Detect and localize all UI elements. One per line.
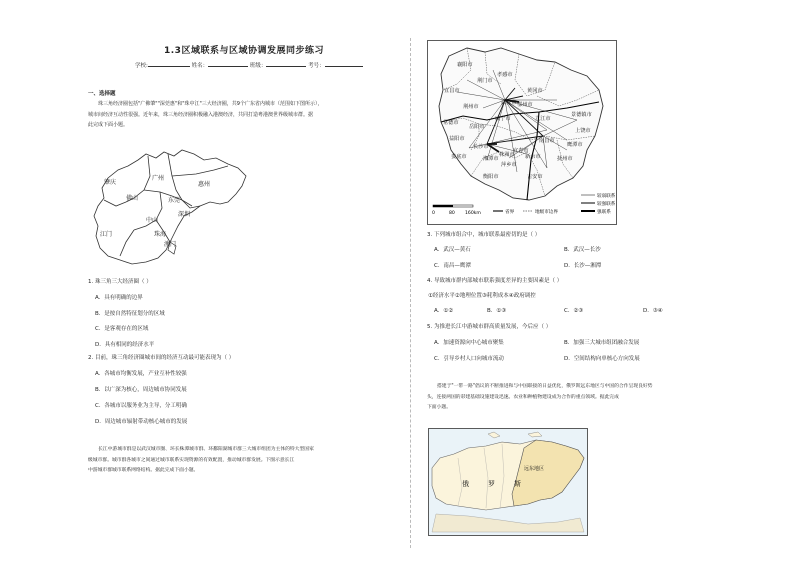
city-label: 宜昌市	[444, 88, 460, 94]
legend-label: 省界	[505, 210, 515, 215]
legend-label: 较弱联系	[597, 194, 616, 199]
city-label: 中山	[146, 217, 159, 224]
passage-3-line: 头，连接两国的彩建基础设施建设迅速。农业和种植物建设成为合作的重点领域。据此完成	[427, 394, 619, 400]
city-label: 孝感市	[497, 72, 513, 78]
city-label: 南昌市	[539, 138, 555, 144]
country-label: 斯	[514, 480, 521, 488]
legend-label: 强联系	[597, 210, 611, 215]
scale-label: 80	[449, 211, 455, 216]
question-4-option-b[interactable]: B．①③	[487, 308, 507, 314]
question-3-option-d[interactable]: D．长沙—湘潭	[564, 263, 602, 269]
legend-label: 地级市边界	[535, 210, 558, 215]
legend-label: 较强联系	[597, 202, 616, 207]
question-2-stem: 2. 目前，珠三角经济圈城市间的经济互动最可能表现为（ ）	[88, 355, 235, 361]
city-label: 襄阳市	[457, 62, 473, 68]
column-divider	[410, 38, 411, 548]
passage-1-line: 珠三角经济圈包括"广佛肇""深莞惠"和"珠中江"三大经济圈，共9个广东省内城市（范围如下图所示），	[98, 101, 323, 107]
city-label: 鹰潭市	[567, 142, 583, 148]
country-label: 俄	[462, 480, 469, 488]
class-blank[interactable]	[266, 66, 306, 67]
city-label: 九江市	[535, 116, 551, 122]
question-1-option-c[interactable]: C．是客观存在的区域	[95, 326, 149, 332]
scale-label: 160km	[465, 211, 481, 216]
region-label: 远东地区	[524, 466, 545, 472]
city-label: 抚州市	[557, 156, 573, 162]
passage-1-line: 城市间经济互动性很强。近年来，珠三角经济圈积极融入港澳经济，共同打造粤港澳世界级城市群。据	[88, 111, 314, 118]
city-label: 江门	[100, 231, 113, 238]
question-2-option-d[interactable]: D．周边城市辐射带动核心城市的发展	[95, 419, 188, 425]
passage-2-line: 级城市群。城市群各城市之间通过城市联系实现资源的有效配置，推动城市群发展。下图示意长江	[88, 457, 295, 463]
city-label: 深圳	[178, 211, 191, 218]
section-heading: 一、选择题	[88, 91, 116, 97]
city-label: 景德镇市	[571, 112, 592, 118]
city-label: 吉安市	[527, 174, 543, 180]
question-5-option-d[interactable]: D．空间结构向单核心方向发展	[564, 356, 640, 362]
city-label: 常德市	[443, 120, 459, 126]
passage-2-line: 中游城市群城市联系网络结构。据此完成下面小题。	[88, 468, 199, 473]
question-5-option-b[interactable]: B．加强三大城市组团融合发展	[564, 340, 640, 346]
page-title: 1.3区域联系与区域协调发展同步练习	[164, 46, 324, 56]
class-label: 班级：	[249, 63, 267, 69]
city-label: 萍乡市	[501, 162, 517, 168]
question-1-option-a[interactable]: A．具有明确的边界	[95, 295, 143, 301]
passage-3	[427, 382, 773, 414]
scale-label: 0	[432, 211, 435, 216]
pearl-river-delta-map	[86, 146, 258, 276]
question-3-stem: 3. 下列城市组合中，城市联系最密切的是（ ）	[427, 232, 541, 238]
city-label: 宜春市	[513, 148, 529, 154]
passage-2-line: 长江中游城市群是以武汉城市圈、环长株潭城市群、环鄱阳湖城市群三大城市组团为主体的特大型国家	[98, 447, 314, 452]
school-label: 学校:	[135, 63, 148, 69]
city-label: 上饶市	[575, 128, 591, 134]
city-label: 株洲市	[499, 152, 515, 158]
city-label: 衡阳市	[483, 174, 499, 180]
question-3-option-c[interactable]: C．南昌—鹰潭	[434, 263, 471, 269]
question-5-option-a[interactable]: A．加速资源向中心城市聚集	[434, 340, 504, 346]
city-label: 惠州	[198, 181, 211, 188]
question-3-option-a[interactable]: A．武汉—黄石	[434, 247, 471, 253]
yangtze-middle-reaches-map	[427, 40, 617, 225]
question-4-option-d[interactable]: D．③④	[643, 308, 663, 314]
exam-number-label: 考号：	[308, 63, 325, 69]
name-blank[interactable]	[208, 66, 248, 67]
city-label: 咸宁市	[495, 116, 511, 122]
city-label: 武汉市	[501, 100, 517, 106]
city-label: 珠海	[154, 231, 167, 238]
city-label: 荆州市	[463, 104, 479, 110]
city-label: 长沙市	[473, 144, 489, 150]
name-label: 姓名：	[191, 63, 209, 69]
russia-map	[428, 428, 588, 536]
question-4-option-a[interactable]: A．①②	[434, 308, 454, 314]
school-blank[interactable]	[148, 66, 190, 67]
question-2-option-a[interactable]: A．各城市均衡发展，产业互补性较强	[95, 371, 187, 377]
passage-1	[88, 99, 400, 131]
question-4-option-c[interactable]: C．②③	[564, 308, 584, 314]
passage-3-line: 下面小题。	[427, 405, 451, 410]
question-2-option-b[interactable]: B．以广深为核心，周边城市协同发展	[95, 387, 187, 393]
question-5-stem: 5. 为推进长江中游城市群高质量发展，今后应（ ）	[427, 324, 552, 330]
city-label: 娄底市	[451, 154, 467, 160]
city-label: 东莞	[168, 197, 181, 204]
passage-1-line: 此完成下面小题。	[88, 122, 129, 128]
city-label: 新余市	[525, 154, 541, 160]
city-label: 岳阳市	[469, 124, 485, 130]
scale-bar-fill	[433, 205, 453, 207]
city-label: 荆门市	[477, 78, 493, 84]
student-info-line	[135, 61, 363, 69]
city-label: 黄冈市	[527, 88, 543, 94]
question-5-option-c[interactable]: C．引导乡村人口向城市流动	[434, 356, 504, 362]
question-1-option-b[interactable]: B．是按自然特征划分的区域	[95, 311, 165, 317]
question-4-stem: 4. 导致城市群内部城市联系强度差异的主要因素是（ ）	[427, 278, 563, 284]
city-label: 湘潭市	[483, 156, 499, 162]
question-1-option-d[interactable]: D．具有相同的经济水平	[95, 342, 155, 348]
question-1-stem: 1. 珠三角三大经济圈（ ）	[88, 279, 152, 285]
city-label: 佛山	[126, 195, 139, 202]
city-label: 肇庆	[104, 179, 117, 186]
passage-2	[88, 445, 404, 477]
passage-3-line: 搭建于"一带一路"倡议的不断推进和与中国联接的日益优化，俄罗斯远东地区与中国的合作呈现良好势	[437, 384, 653, 389]
city-label: 鄂州市	[517, 102, 533, 108]
country-label: 罗	[488, 480, 495, 488]
city-label: 澳门	[164, 241, 177, 248]
city-label: 广州	[152, 175, 165, 182]
question-2-option-c[interactable]: C．各城市以服务业为主导，分工明确	[95, 403, 187, 409]
question-4-factors: ①经济水平②地理位置③耗利成本④政府调控	[428, 293, 536, 299]
city-label: 益阳市	[449, 136, 465, 142]
exam-number-blank[interactable]	[325, 66, 363, 67]
question-3-option-b[interactable]: B．武汉—长沙	[564, 247, 601, 253]
